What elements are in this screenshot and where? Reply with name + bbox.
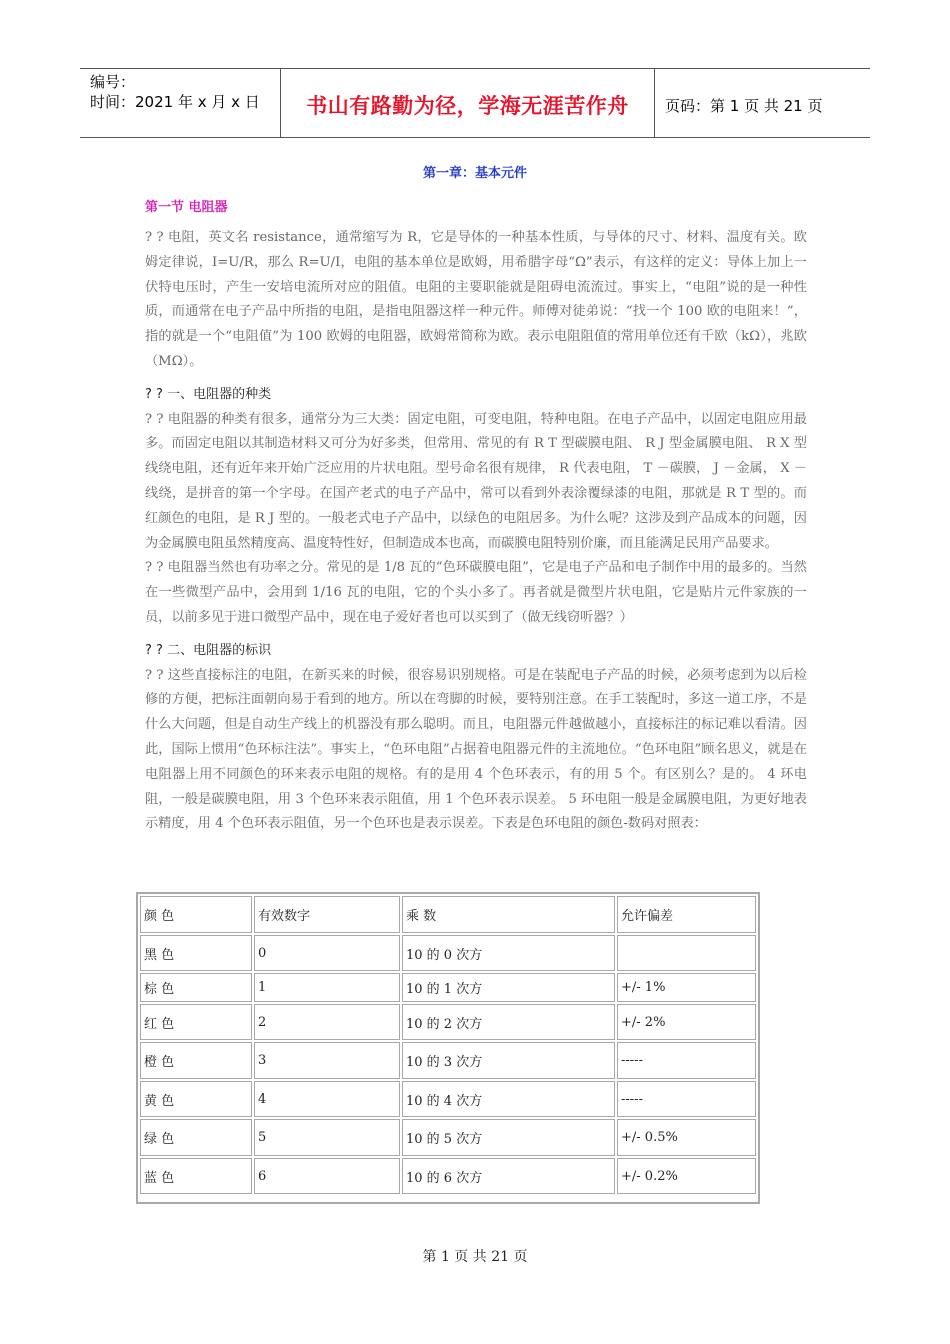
table-cell: 棕 色 bbox=[140, 973, 252, 1002]
subheading-resistor-types: ? ? 一、电阻器的种类 bbox=[145, 386, 272, 402]
table-row bbox=[140, 1004, 756, 1040]
table-cell: 绿 色 bbox=[140, 1119, 252, 1156]
table-cell: 4 bbox=[254, 1081, 400, 1117]
table-row bbox=[140, 973, 756, 1002]
table-cell: 6 bbox=[254, 1158, 400, 1194]
table-header-row bbox=[140, 896, 756, 933]
table-cell: 黄 色 bbox=[140, 1081, 252, 1117]
table-cell: ----- bbox=[617, 1042, 756, 1079]
paragraph-resistance-intro: ? ? 电阻，英文名 resistance，通常缩写为 R，它是导体的一种基本性质，与导体的尺寸、材料、温度有关。欧姆定律说，I=U/R，那么 R=U/I，电阻的基本单位是欧姆，用希腊字母“Ω”表示，有这样的定义：导体上加上一伏特电压时，产生一安培电流所对应的阻值。电阻的主要职能就是阻碍电流流过。事实上，“电阻”说的是一种性质，而通常在电子产品中所指的电阻，是指电阻器这样一种元件。师傅对徒弟说：“找一个 100 欧的电阻来！”，指的就是一个“电阻值”为 100 欧姆的电阻器，欧姆常简称为欧。表示电阻阻值的常用单位还有千欧（kΩ），兆欧（MΩ）。 bbox=[145, 230, 807, 369]
color-code-table bbox=[136, 892, 760, 1204]
table-row bbox=[140, 935, 756, 971]
table-cell: 5 bbox=[254, 1119, 400, 1156]
table-cell: 橙 色 bbox=[140, 1042, 252, 1079]
header-left-cell bbox=[80, 69, 281, 137]
subheading-resistor-marking: ? ? 二、电阻器的标识 bbox=[145, 642, 272, 658]
table-cell: +/- 0.2% bbox=[617, 1158, 756, 1194]
table-cell: 蓝 色 bbox=[140, 1158, 252, 1194]
table-cell: 10 的 5 次方 bbox=[402, 1119, 615, 1156]
page-footer: 第 1 页 共 21 页 bbox=[422, 1249, 528, 1265]
table-cell: +/- 1% bbox=[617, 973, 756, 1002]
table-cell: +/- 2% bbox=[617, 1004, 756, 1040]
table-cell: 0 bbox=[254, 935, 400, 971]
table-header-cell: 有效数字 bbox=[254, 896, 400, 933]
table-cell: 黑 色 bbox=[140, 935, 252, 971]
table-cell: 红 色 bbox=[140, 1004, 252, 1040]
body-content bbox=[145, 226, 807, 837]
document-number-label: 编号： bbox=[90, 73, 136, 91]
page-header bbox=[80, 68, 870, 138]
table-cell: ----- bbox=[617, 1081, 756, 1117]
color-code-table-grid bbox=[138, 894, 758, 1196]
table-header-cell: 乘 数 bbox=[402, 896, 615, 933]
document-time-label: 时间：2021 年 x 月 x 日 bbox=[90, 93, 260, 111]
table-cell: +/- 0.5% bbox=[617, 1119, 756, 1156]
table-row bbox=[140, 1119, 756, 1156]
chapter-title: 第一章：基本元件 bbox=[422, 166, 527, 181]
table-cell: 2 bbox=[254, 1004, 400, 1040]
table-cell: 10 的 1 次方 bbox=[402, 973, 615, 1002]
table-cell: 3 bbox=[254, 1042, 400, 1079]
table-cell: 10 的 6 次方 bbox=[402, 1158, 615, 1194]
table-row bbox=[140, 1081, 756, 1117]
table-cell: 10 的 2 次方 bbox=[402, 1004, 615, 1040]
header-page-info: 页码：第 1 页 共 21 页 bbox=[665, 96, 823, 115]
table-cell: 10 的 0 次方 bbox=[402, 935, 615, 971]
header-motto: 书山有路勤为径，学海无涯苦作舟 bbox=[281, 69, 655, 137]
table-row bbox=[140, 1158, 756, 1194]
table-cell bbox=[617, 935, 756, 971]
table-cell: 10 的 4 次方 bbox=[402, 1081, 615, 1117]
table-row bbox=[140, 1042, 756, 1079]
table-cell: 1 bbox=[254, 973, 400, 1002]
section-title: 第一节 电阻器 bbox=[145, 200, 228, 215]
paragraph-resistor-power: ? ? 电阻器当然也有功率之分。常见的是 1/8 瓦的“色环碳膜电阻”，它是电子产品和电子制作中用的最多的。当然在一些微型产品中，会用到 1/16 瓦的电阻，它的个头小多了。再者就是微型片状电阻，它是贴片元件家族的一员，以前多见于进口微型产品中，现在电子爱好者也可以买到了（做无线窃听器？） bbox=[145, 560, 807, 625]
table-header-cell: 颜 色 bbox=[140, 896, 252, 933]
table-header-cell: 允许偏差 bbox=[617, 896, 756, 933]
table-cell: 10 的 3 次方 bbox=[402, 1042, 615, 1079]
paragraph-resistor-marking: ? ? 这些直接标注的电阻，在新买来的时候，很容易识别规格。可是在装配电子产品的时候，必须考虑到为以后检修的方便，把标注面朝向易于看到的地方。所以在弯脚的时候，要特别注意。在手工装配时，多这一道工序，不是什么大问题，但是自动生产线上的机器没有那么聪明。而且，电阻器元件越做越小，直接标注的标记难以看清。因此，国际上惯用“色环标注法”。事实上，“色环电阻”占据着电阻器元件的主流地位。“色环电阻”顾名思义，就是在电阻器上用不同颜色的环来表示电阻的规格。有的是用 4 个色环表示，有的用 5 个。有区别么？是的。 4 环电阻，一般是碳膜电阻，用 3 个色环来表示阻值，用 1 个色环表示误差。 5 环电阻一般是金属膜电阻，为更好地表示精度，用 4 个色环表示阻值，另一个色环也是表示误差。下表是色环电阻的颜色-数码对照表： bbox=[145, 667, 807, 832]
paragraph-resistor-types: ? ? 电阻器的种类有很多，通常分为三大类：固定电阻，可变电阻，特种电阻。在电子产品中，以固定电阻应用最多。而固定电阻以其制造材料又可分为好多类，但常用、常见的有 R T 型碳膜电阻、 R J 型金属膜电阻、 R X 型线绕电阻，还有近年来开始广泛应用的片状电阻。型号命名很有规律， R 代表电阻， T －碳膜， J －金属， X －线绕，是拼音的第一个字母。在国产老式的电子产品中，常可以看到外表涂覆绿漆的电阻，那就是 R T 型的。而红颜色的电阻，是 R J 型的。一般老式电子产品中，以绿色的电阻居多。为什么呢？这涉及到产品成本的问题，因为金属膜电阻虽然精度高、温度特性好，但制造成本也高，而碳膜电阻特别价廉，而且能满足民用产品要求。 bbox=[145, 411, 807, 551]
